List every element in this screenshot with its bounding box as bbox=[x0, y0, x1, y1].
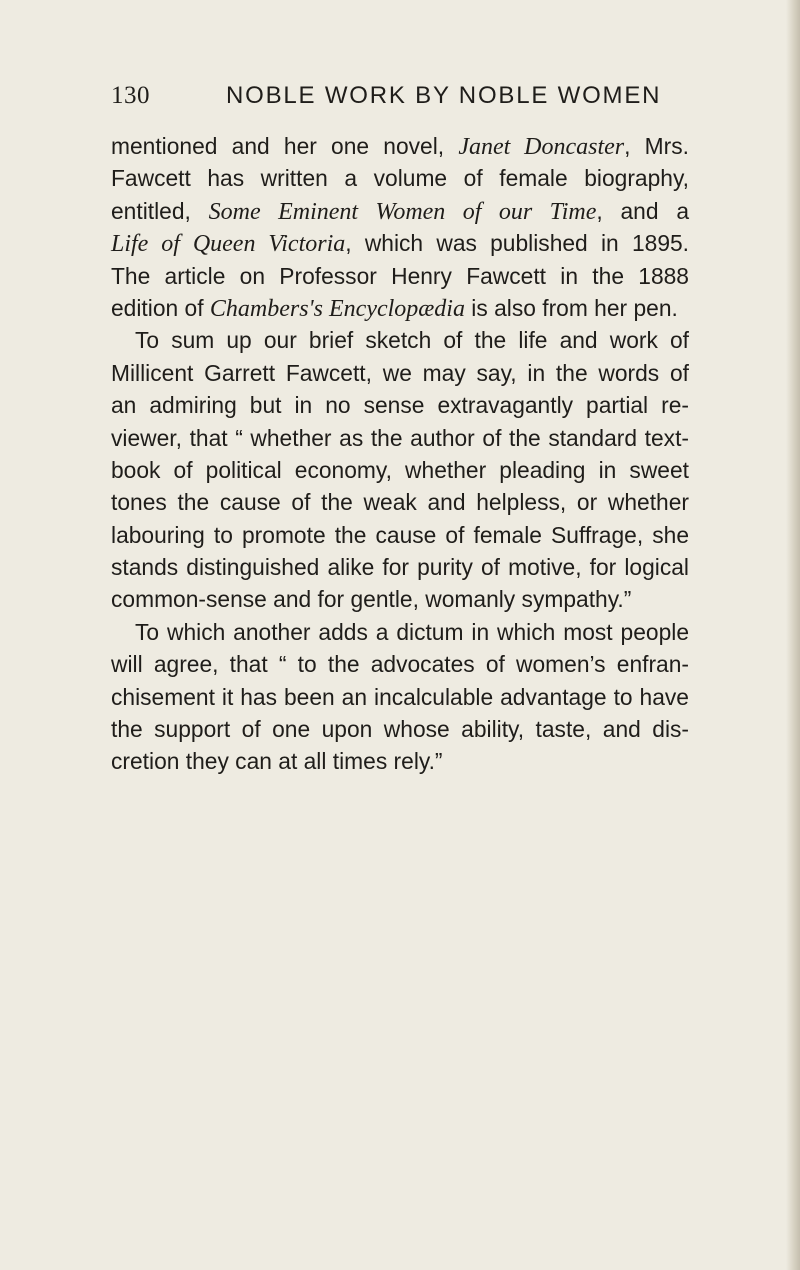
text-line bbox=[111, 454, 689, 486]
text-segment: Fawcett has written a volume of female biography, bbox=[111, 165, 689, 192]
text-line bbox=[111, 583, 689, 615]
text-line bbox=[111, 195, 689, 227]
body-text bbox=[111, 130, 689, 778]
text-segment: edition of bbox=[111, 294, 210, 321]
text-line bbox=[111, 292, 689, 324]
text-line bbox=[111, 648, 689, 680]
text-segment: tones the cause of the weak and helpless, or whether bbox=[111, 489, 689, 516]
page-number: 130 bbox=[111, 82, 150, 109]
text-segment: entitled, bbox=[111, 197, 209, 224]
text-line bbox=[111, 130, 689, 162]
text-segment: cretion they can at all times rely.” bbox=[111, 748, 443, 775]
text-segment: , and a bbox=[596, 197, 689, 224]
text-segment: common-sense and for gentle, womanly sympathy.” bbox=[111, 586, 632, 613]
text-line bbox=[111, 260, 689, 292]
italic-title: Janet Doncaster bbox=[458, 134, 625, 160]
text-segment: , Mrs. bbox=[624, 133, 689, 159]
text-segment: chisement it has been an incalculable advantage to have bbox=[111, 683, 689, 710]
italic-title: Life of Queen Victoria bbox=[111, 231, 346, 258]
text-line bbox=[111, 357, 689, 389]
page-edge-shadow bbox=[786, 0, 800, 1270]
text-segment: Millicent Garrett Fawcett, we may say, in the words of bbox=[111, 359, 689, 386]
text-segment: is also from her pen. bbox=[464, 294, 678, 321]
text-segment: To sum up our brief sketch of the life and work of bbox=[135, 327, 689, 354]
text-line bbox=[111, 422, 689, 454]
text-segment: labouring to promote the cause of female Suffrage, she bbox=[111, 521, 689, 548]
italic-title: Some Eminent Women of our Time bbox=[208, 198, 597, 225]
text-line bbox=[111, 486, 689, 518]
text-segment: an admiring but in no sense extravagantly partial re- bbox=[111, 392, 689, 419]
running-title: NOBLE WORK BY NOBLE WOMEN bbox=[226, 82, 662, 109]
text-line bbox=[111, 551, 689, 583]
text-line bbox=[111, 519, 689, 551]
text-segment: To which another adds a dictum in which most people bbox=[135, 618, 689, 645]
italic-title: Chambers's Encyclopædia bbox=[209, 295, 465, 322]
running-header bbox=[111, 82, 691, 118]
text-line bbox=[111, 616, 689, 648]
text-segment: mentioned and her one novel, bbox=[111, 133, 459, 159]
text-line bbox=[111, 324, 689, 356]
text-line bbox=[111, 389, 689, 421]
text-line bbox=[111, 713, 689, 745]
text-segment: stands distinguished alike for purity of motive, for logical bbox=[111, 554, 689, 581]
text-line bbox=[111, 745, 689, 777]
text-segment: will agree, that “ to the advocates of women’s enfran- bbox=[111, 651, 689, 678]
text-segment: viewer, that “ whether as the author of the standard text- bbox=[111, 424, 689, 451]
text-line bbox=[111, 162, 689, 194]
text-segment: , which was published in 1895. bbox=[345, 230, 690, 257]
text-segment: The article on Professor Henry Fawcett in the 1888 bbox=[111, 262, 689, 289]
text-line bbox=[111, 227, 689, 259]
text-segment: book of political economy, whether pleading in sweet bbox=[111, 456, 689, 483]
text-line bbox=[111, 681, 689, 713]
text-segment: the support of one upon whose ability, taste, and dis- bbox=[111, 716, 689, 743]
